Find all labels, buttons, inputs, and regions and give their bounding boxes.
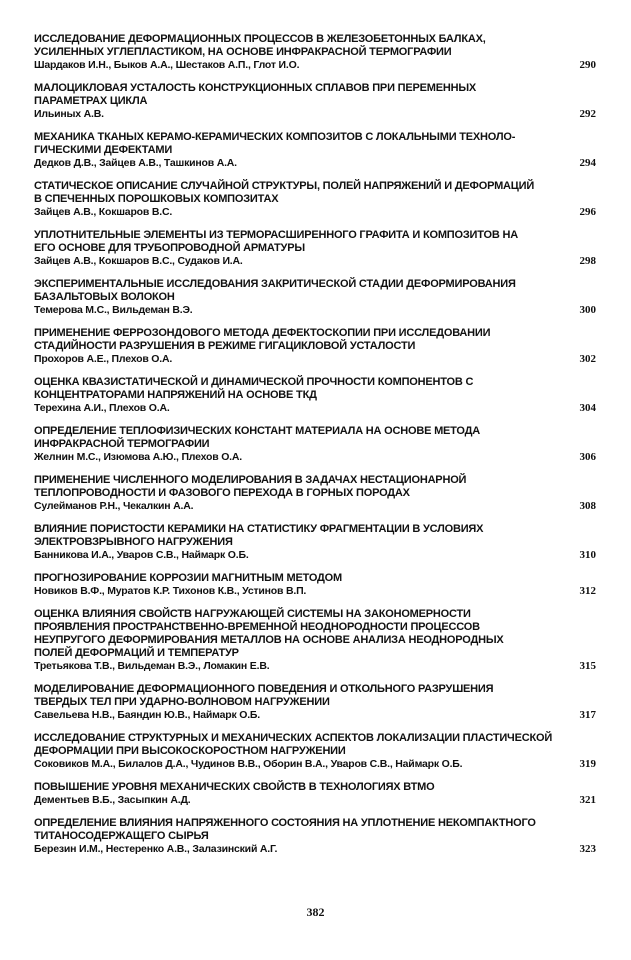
entry-title: МЕХАНИКА ТКАНЫХ КЕРАМО-КЕРАМИЧЕСКИХ КОМПОЗИТОВ С ЛОКАЛЬНЫМИ ТЕХНОЛО- ГИЧЕСКИМИ ДЕФЕКТАМИ — [34, 131, 516, 156]
entry-page-number: 306 — [579, 451, 596, 463]
entry-authors: Темерова М.С., Вильдеман В.Э. — [34, 304, 193, 316]
entry-page-number: 315 — [579, 660, 596, 672]
entry-title: ОПРЕДЕЛЕНИЕ ТЕПЛОФИЗИЧЕСКИХ КОНСТАНТ МАТЕРИАЛА НА ОСНОВЕ МЕТОДА ИНФРАКРАСНОЙ ТЕРМОГРАФИИ — [34, 425, 481, 450]
entry-authors: Дементьев В.Б., Засыпкин А.Д. — [34, 794, 191, 806]
page-number: 382 — [306, 905, 325, 919]
entry-title: МАЛОЦИКЛОВАЯ УСТАЛОСТЬ КОНСТРУКЦИОННЫХ СПЛАВОВ ПРИ ПЕРЕМЕННЫХ ПАРАМЕТРАХ ЦИКЛА — [34, 82, 477, 107]
entry-title: ОПРЕДЕЛЕНИЕ ВЛИЯНИЯ НАПРЯЖЕННОГО СОСТОЯНИЯ НА УПЛОТНЕНИЕ НЕКОМПАКТНОГО ТИТАНОСОДЕРЖАЩЕГО СЫРЬЯ — [34, 817, 536, 842]
entry-title: ЭКСПЕРИМЕНТАЛЬНЫЕ ИССЛЕДОВАНИЯ ЗАКРИТИЧЕСКОЙ СТАДИИ ДЕФОРМИРОВАНИЯ БАЗАЛЬТОВЫХ ВОЛОКОН — [34, 278, 516, 303]
toc-entry — [34, 817, 596, 856]
entry-authors: Березин И.М., Нестеренко А.В., Залазинский А.Г. — [34, 843, 278, 855]
entry-title: ИССЛЕДОВАНИЕ ДЕФОРМАЦИОННЫХ ПРОЦЕССОВ В ЖЕЛЕЗОБЕТОННЫХ БАЛКАХ, УСИЛЕННЫХ УГЛЕПЛАСТИКОМ, НА ОСНОВЕ ИНФРАКРАСНОЙ ТЕРМОГРАФИИ — [34, 33, 486, 58]
entry-page-number: 317 — [579, 709, 596, 721]
entry-title: ПРИМЕНЕНИЕ ЧИСЛЕННОГО МОДЕЛИРОВАНИЯ В ЗАДАЧАХ НЕСТАЦИОНАРНОЙ ТЕПЛОПРОВОДНОСТИ И ФАЗОВОГО ПЕРЕХОДА В ГОРНЫХ ПОРОДАХ — [34, 474, 467, 499]
entry-title: ОЦЕНКА КВАЗИСТАТИЧЕСКОЙ И ДИНАМИЧЕСКОЙ ПРОЧНОСТИ КОМПОНЕНТОВ С КОНЦЕНТРАТОРАМИ НАПРЯЖЕНИЙ НА ОСНОВЕ ТКД — [34, 376, 474, 401]
entry-authors: Зайцев А.В., Кокшаров В.С. — [34, 206, 173, 218]
table-of-contents — [34, 33, 596, 866]
entry-title: ПОВЫШЕНИЕ УРОВНЯ МЕХАНИЧЕСКИХ СВОЙСТВ В ТЕХНОЛОГИЯХ ВТМО — [34, 781, 435, 793]
toc-entry — [34, 474, 596, 513]
entry-page-number: 292 — [579, 108, 596, 120]
entry-title: ПРИМЕНЕНИЕ ФЕРРОЗОНДОВОГО МЕТОДА ДЕФЕКТОСКОПИИ ПРИ ИССЛЕДОВАНИИ СТАДИЙНОСТИ РАЗРУШЕНИЯ В РЕЖИМЕ ГИГАЦИКЛОВОЙ УСТАЛОСТИ — [34, 327, 491, 352]
entry-title: УПЛОТНИТЕЛЬНЫЕ ЭЛЕМЕНТЫ ИЗ ТЕРМОРАСШИРЕННОГО ГРАФИТА И КОМПОЗИТОВ НА ЕГО ОСНОВЕ ДЛЯ ТРУБОПРОВОДНОЙ АРМАТУРЫ — [34, 229, 518, 254]
toc-entry — [34, 523, 596, 562]
entry-page-number: 312 — [579, 585, 596, 597]
entry-title: СТАТИЧЕСКОЕ ОПИСАНИЕ СЛУЧАЙНОЙ СТРУКТУРЫ, ПОЛЕЙ НАПРЯЖЕНИЙ И ДЕФОРМАЦИЙ В СПЕЧЕННЫХ ПОРОШКОВЫХ КОМПОЗИТАХ — [34, 180, 535, 205]
entry-page-number: 308 — [579, 500, 596, 512]
toc-entry — [34, 376, 596, 415]
entry-authors: Третьякова Т.В., Вильдеман В.Э., Ломакин Е.В. — [34, 660, 270, 672]
entry-title: ОЦЕНКА ВЛИЯНИЯ СВОЙСТВ НАГРУЖАЮЩЕЙ СИСТЕМЫ НА ЗАКОНОМЕРНОСТИ ПРОЯВЛЕНИЯ ПРОСТРАНСТВЕННО-ВРЕМЕННОЙ НЕОДНОРОДНОСТИ ПРОЦЕССОВ НЕУПРУГОГО ДЕФОРМИРОВАНИЯ МЕТАЛЛОВ НА ОСНОВЕ АНАЛИЗА НЕОДНОРОДНЫХ ПОЛЕЙ ДЕФОРМАЦИЙ И ТЕМПЕРАТУР — [34, 608, 504, 659]
toc-entry — [34, 732, 596, 771]
entry-authors: Сулейманов Р.Н., Чекалкин А.А. — [34, 500, 194, 512]
entry-page-number: 319 — [579, 758, 596, 770]
entry-authors: Прохоров А.Е., Плехов О.А. — [34, 353, 173, 365]
entry-authors: Савельева Н.В., Баяндин Ю.В., Наймарк О.Б. — [34, 709, 260, 721]
entry-title: ИССЛЕДОВАНИЕ СТРУКТУРНЫХ И МЕХАНИЧЕСКИХ АСПЕКТОВ ЛОКАЛИЗАЦИИ ПЛАСТИЧЕСКОЙ ДЕФОРМАЦИИ ПРИ ВЫСОКОСКОРОСТНОМ НАГРУЖЕНИИ — [34, 732, 553, 757]
toc-entry — [34, 180, 596, 219]
toc-entry — [34, 278, 596, 317]
toc-entry — [34, 131, 596, 170]
entry-page-number: 296 — [579, 206, 596, 218]
toc-entry — [34, 229, 596, 268]
entry-authors: Ильиных А.В. — [34, 108, 104, 120]
entry-page-number: 302 — [579, 353, 596, 365]
toc-entry — [34, 683, 596, 722]
toc-entry — [34, 608, 596, 673]
entry-page-number: 321 — [579, 794, 596, 806]
entry-title: ПРОГНОЗИРОВАНИЕ КОРРОЗИИ МАГНИТНЫМ МЕТОДОМ — [34, 572, 342, 584]
entry-page-number: 323 — [579, 843, 596, 855]
entry-page-number: 298 — [579, 255, 596, 267]
entry-title: ВЛИЯНИЕ ПОРИСТОСТИ КЕРАМИКИ НА СТАТИСТИКУ ФРАГМЕНТАЦИИ В УСЛОВИЯХ ЭЛЕКТРОВЗРЫВНОГО НАГРУЖЕНИЯ — [34, 523, 484, 548]
entry-title: МОДЕЛИРОВАНИЕ ДЕФОРМАЦИОННОГО ПОВЕДЕНИЯ И ОТКОЛЬНОГО РАЗРУШЕНИЯ ТВЕРДЫХ ТЕЛ ПРИ УДАРНО-ВОЛНОВОМ НАГРУЖЕНИИ — [34, 683, 494, 708]
toc-entry — [34, 82, 596, 121]
toc-entry — [34, 781, 596, 807]
entry-authors: Зайцев А.В., Кокшаров В.С., Судаков И.А. — [34, 255, 243, 267]
entry-authors: Терехина А.И., Плехов О.А. — [34, 402, 170, 414]
entry-authors: Соковиков М.А., Билалов Д.А., Чудинов В.В., Оборин В.А., Уваров С.В., Наймарк О.Б. — [34, 758, 463, 770]
toc-entry — [34, 425, 596, 464]
toc-entry — [34, 572, 596, 598]
entry-page-number: 294 — [579, 157, 596, 169]
entry-page-number: 310 — [579, 549, 596, 561]
toc-entry — [34, 33, 596, 72]
entry-authors: Новиков В.Ф., Муратов К.Р. Тихонов К.В., Устинов В.П. — [34, 585, 307, 597]
entry-authors: Шардаков И.Н., Быков А.А., Шестаков А.П., Глот И.О. — [34, 59, 300, 71]
entry-page-number: 300 — [579, 304, 596, 316]
entry-authors: Желнин М.С., Изюмова А.Ю., Плехов О.А. — [34, 451, 242, 463]
entry-authors: Банникова И.А., Уваров С.В., Наймарк О.Б. — [34, 549, 249, 561]
toc-entry — [34, 327, 596, 366]
entry-page-number: 290 — [579, 59, 596, 71]
entry-page-number: 304 — [579, 402, 596, 414]
entry-authors: Дедков Д.В., Зайцев А.В., Ташкинов А.А. — [34, 157, 237, 169]
